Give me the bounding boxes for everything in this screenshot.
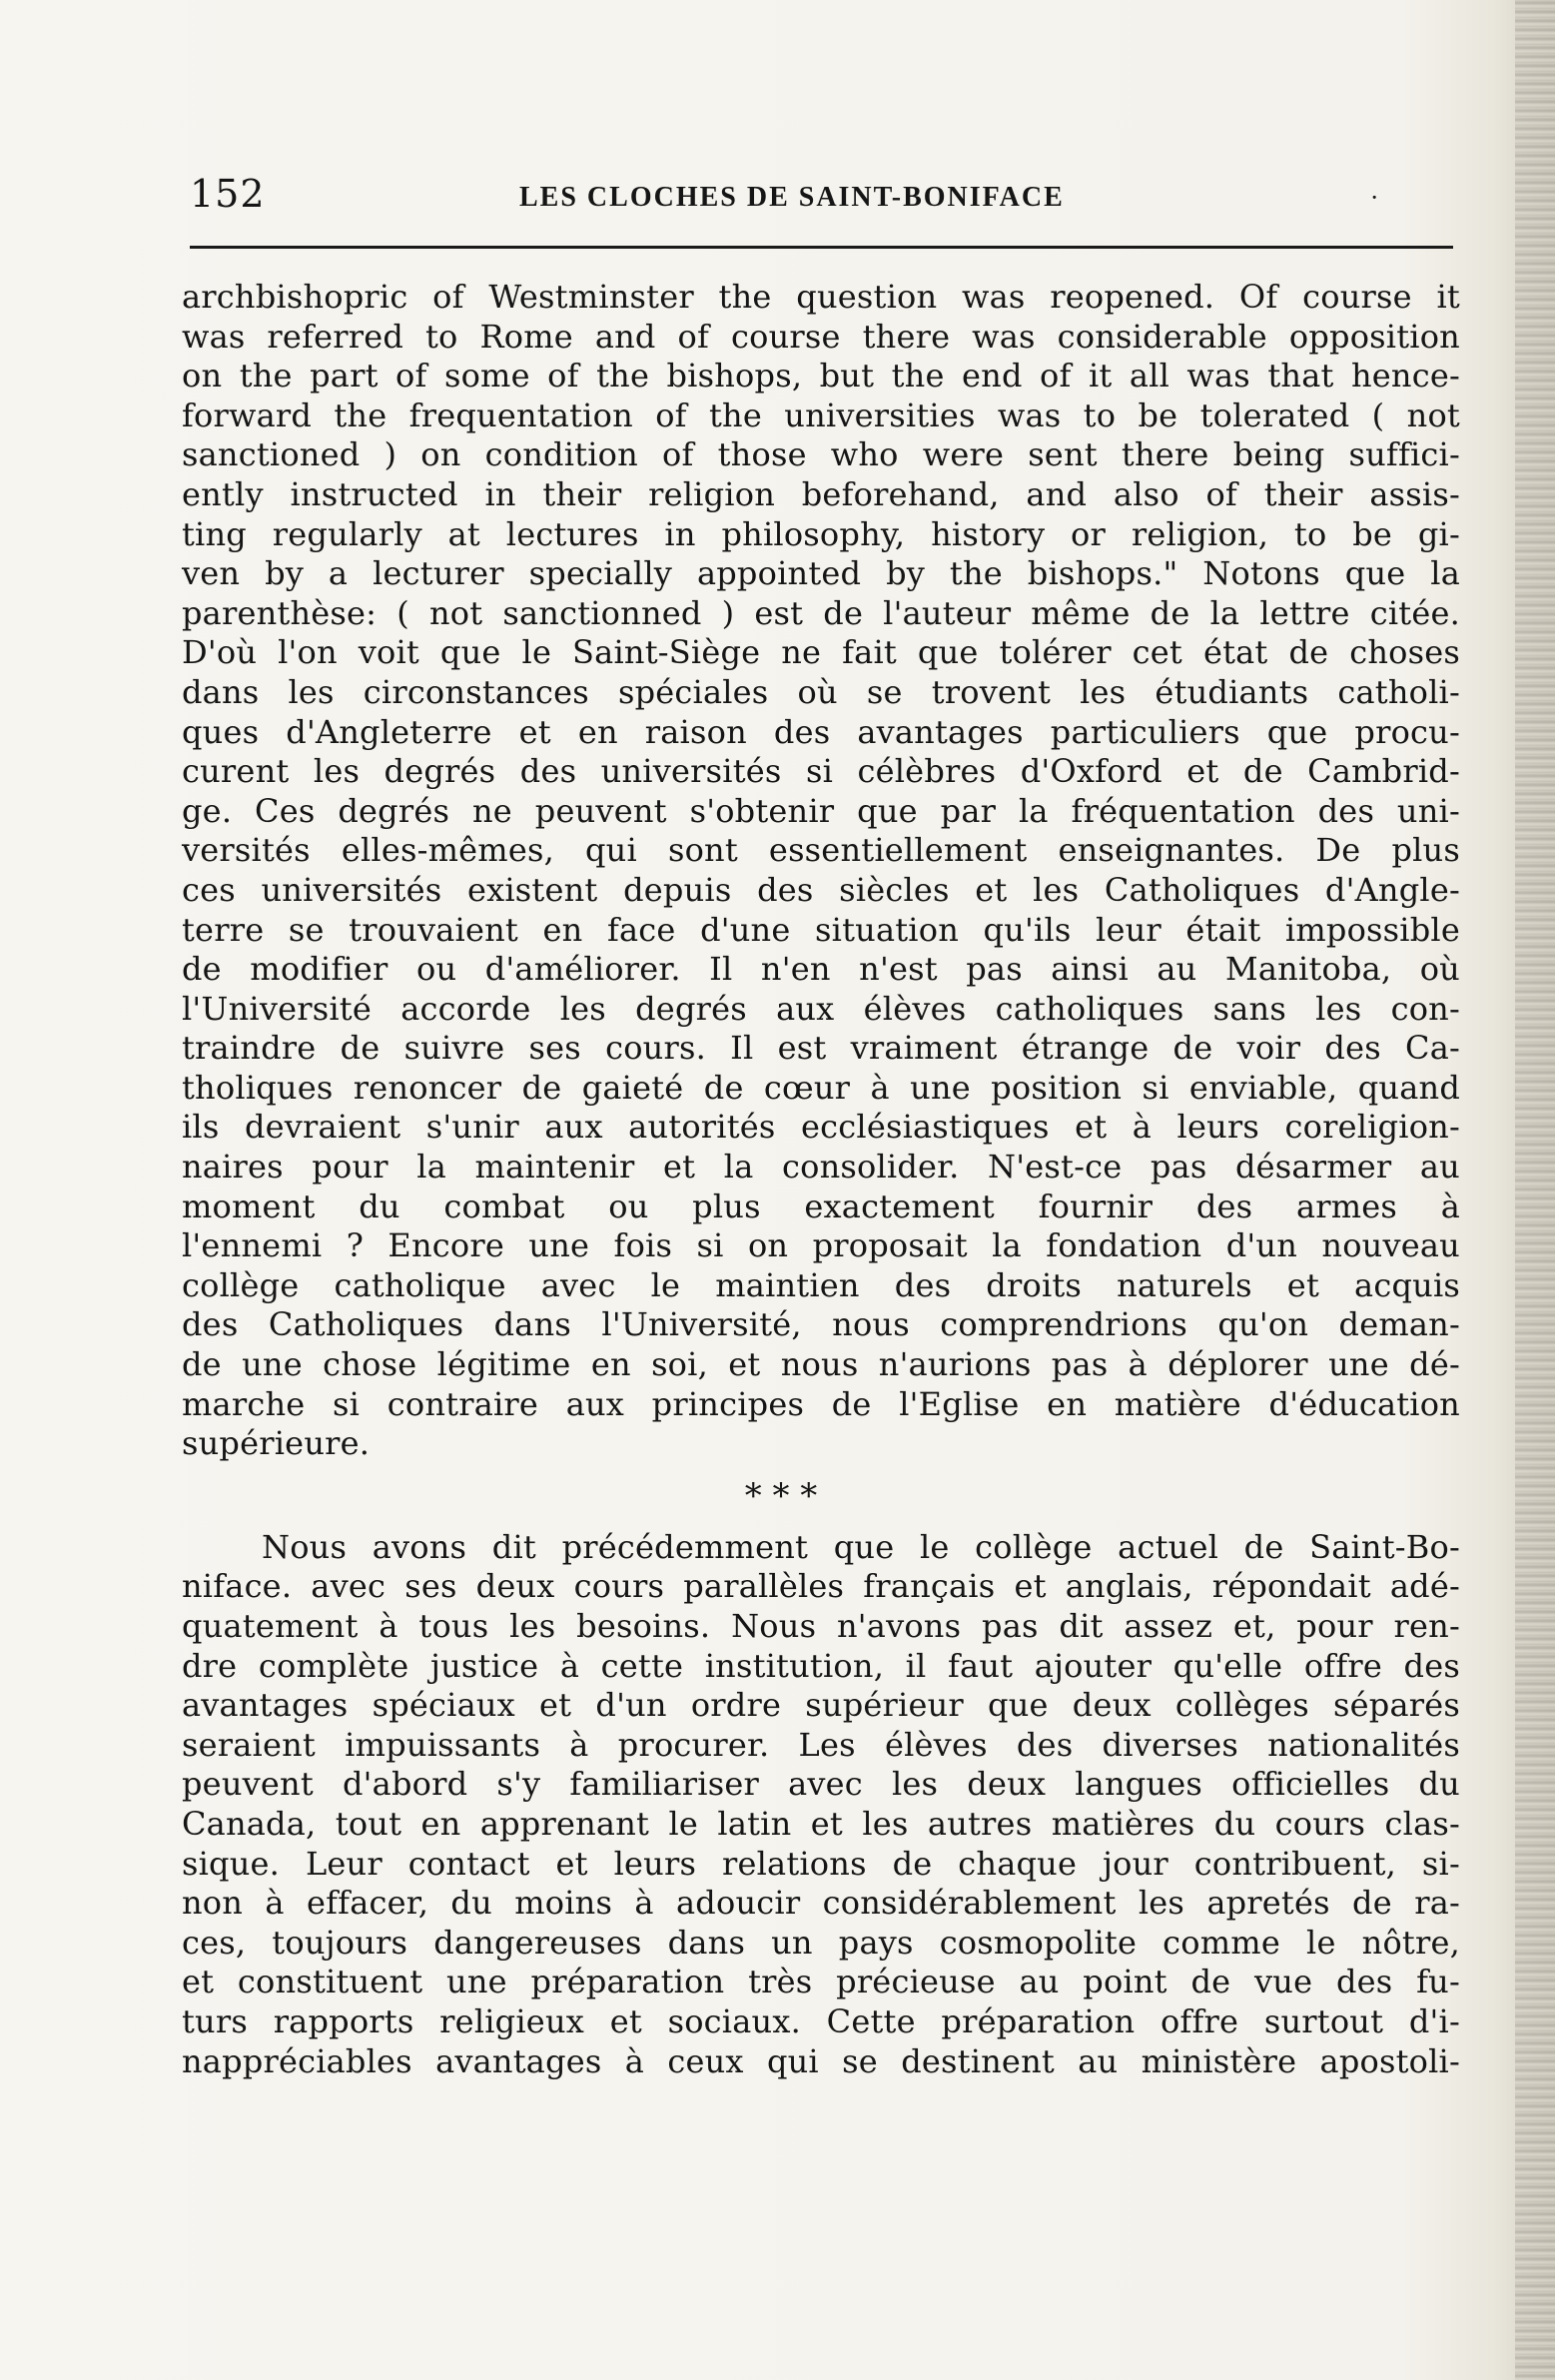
text-line: sanctioned ) on condition of those who were sent there being suffici- — [182, 435, 1460, 474]
text-line: forward the frequentation of the universities was to be tolerated ( not — [182, 396, 1460, 434]
text-line: ces, toujours dangereuses dans un pays cosmopolite comme le nôtre, — [182, 1923, 1460, 1962]
text-line: des Catholiques dans l'Université, nous comprendrions qu'on deman- — [182, 1305, 1460, 1344]
section-asterism: * * * — [744, 1475, 818, 1516]
paragraph-2 — [182, 1528, 1460, 2081]
text-line: ently instructed in their religion beforehand, and also of their assis- — [182, 474, 1460, 513]
text-line: versités elles-mêmes, qui sont essentiellement enseignantes. De plus — [182, 831, 1460, 870]
text-line: ge. Ces degrés ne peuvent s'obtenir que par la fréquentation des uni- — [182, 791, 1460, 830]
text-line: dans les circonstances spéciales où se trovent les étudiants catholi- — [182, 672, 1460, 711]
text-line: parenthèse: ( not sanctionned ) est de l'auteur même de la lettre citée. — [182, 593, 1460, 632]
text-line: de modifier ou d'améliorer. Il n'en n'est pas ainsi au Manitoba, où — [182, 950, 1460, 989]
text-line: terre se trouvaient en face d'une situation qu'ils leur était impossible — [182, 910, 1460, 949]
text-line: moment du combat ou plus exactement fournir des armes à — [182, 1187, 1460, 1225]
text-line: quatement à tous les besoins. Nous n'avons pas dit assez et, pour ren- — [182, 1607, 1460, 1645]
text-line: ques d'Angleterre et en raison des avantages particuliers que procu- — [182, 712, 1460, 751]
text-line: ting regularly at lectures in philosophy, history or religion, to be gi- — [182, 514, 1460, 553]
text-line: de une chose légitime en soi, et nous n'aurions pas à déplorer une dé- — [182, 1345, 1460, 1384]
text-line: peuvent d'abord s'y familiariser avec les deux langues officielles du — [182, 1765, 1460, 1804]
text-line: marche si contraire aux principes de l'Eglise en matière d'éducation — [182, 1384, 1460, 1423]
text-line: was referred to Rome and of course there was considerable opposition — [182, 317, 1460, 356]
text-line: collège catholique avec le maintien des droits naturels et acquis — [182, 1265, 1460, 1304]
page-edge-shadow — [1515, 0, 1555, 2380]
text-line: curent les degrés des universités si célèbres d'Oxford et de Cambrid- — [182, 752, 1460, 791]
text-line: supérieure. — [182, 1424, 371, 1463]
text-line: dre complète justice à cette institution, il faut ajouter qu'elle offre des — [182, 1646, 1460, 1685]
text-line: et constituent une préparation très précieuse au point de vue des fu- — [182, 1963, 1460, 2001]
text-line: ces universités existent depuis des siècles et les Catholiques d'Angle- — [182, 870, 1460, 909]
text-line: niface. avec ses deux cours parallèles français et anglais, répondait adé- — [182, 1567, 1460, 1606]
page-number: 152 — [190, 172, 266, 216]
text-line: Canada, tout en apprenant le latin et les autres matières du cours clas- — [182, 1804, 1460, 1843]
text-line: sique. Leur contact et leurs relations de chaque jour contribuent, si- — [182, 1844, 1460, 1883]
header-rule — [190, 246, 1453, 249]
body-text — [182, 278, 1460, 2081]
text-line: Nous avons dit précédemment que le collège actuel de Saint-Bo- — [262, 1527, 1460, 1566]
paragraph-1 — [182, 278, 1460, 1464]
text-line: l'Université accorde les degrés aux élèves catholiques sans les con- — [182, 989, 1460, 1028]
page-header — [190, 172, 1458, 232]
text-line: nappréciables avantages à ceux qui se destinent au ministère apostoli- — [182, 2041, 1460, 2080]
text-line: D'où l'on voit que le Saint-Siège ne fait que tolérer cet état de choses — [182, 633, 1460, 672]
text-line: naires pour la maintenir et la consolider. N'est-ce pas désarmer au — [182, 1148, 1460, 1187]
text-line: ils devraient s'unir aux autorités ecclésiastiques et à leurs coreligion- — [182, 1108, 1460, 1147]
header-mark: · — [1370, 184, 1378, 212]
text-line: l'ennemi ? Encore une fois si on proposait la fondation d'un nouveau — [182, 1226, 1460, 1265]
text-line: non à effacer, du moins à adoucir considérablement les apretés de ra- — [182, 1884, 1460, 1923]
text-line: avantages spéciaux et d'un ordre supérieur que deux collèges séparés — [182, 1686, 1460, 1725]
text-line: ven by a lecturer specially appointed by the bishops." Notons que la — [182, 554, 1460, 593]
text-line: seraient impuissants à procurer. Les élèves des diverses nationalités — [182, 1725, 1460, 1764]
text-line: archbishopric of Westminster the question was reopened. Of course it — [182, 278, 1460, 316]
running-title: LES CLOCHES DE SAINT-BONIFACE — [519, 182, 1065, 213]
text-line: on the part of some of the bishops, but the end of it all was that hence- — [182, 357, 1460, 396]
text-line: tholiques renoncer de gaieté de cœur à une position si enviable, quand — [182, 1068, 1460, 1107]
text-line: turs rapports religieux et sociaux. Cette préparation offre surtout d'i- — [182, 2001, 1460, 2040]
text-line: traindre de suivre ses cours. Il est vraiment étrange de voir des Ca- — [182, 1029, 1460, 1068]
